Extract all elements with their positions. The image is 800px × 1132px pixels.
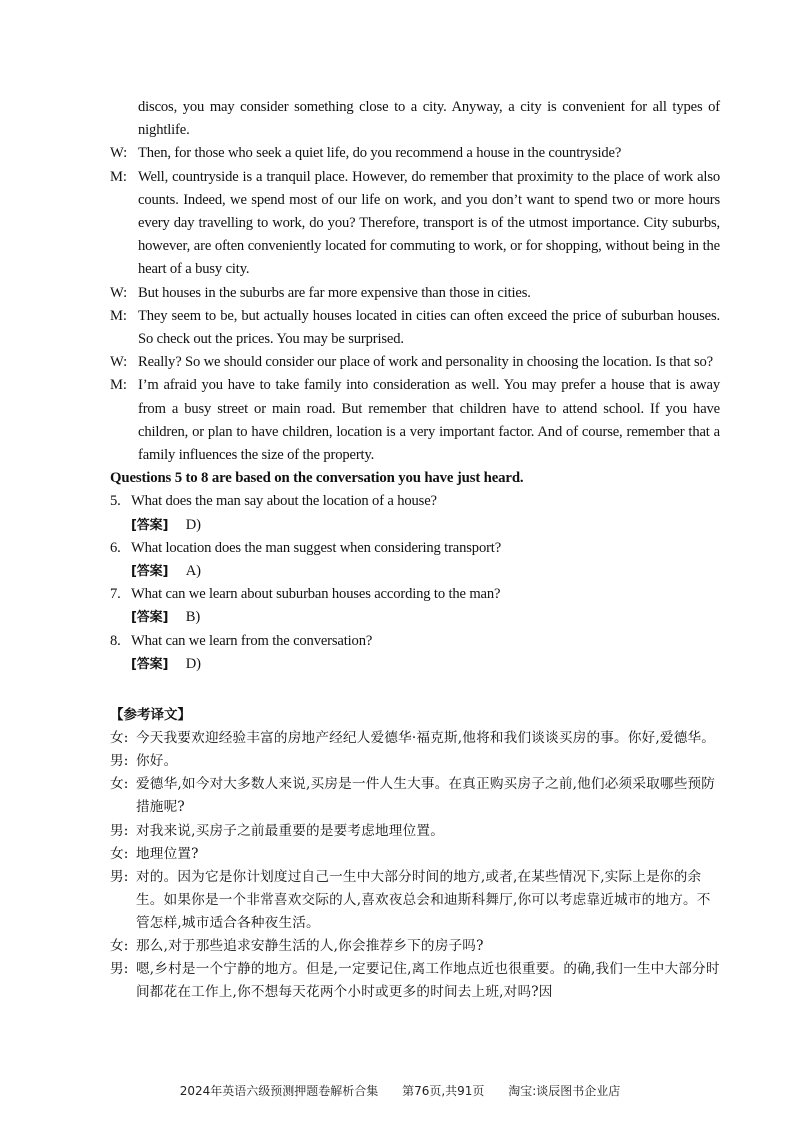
footer-title: 2024年英语六级预测押题卷解析合集	[179, 1084, 379, 1098]
translation-line	[0, 843, 800, 866]
answer-value: D)	[185, 516, 201, 533]
dialogue-line	[0, 374, 800, 467]
translation-line	[0, 750, 800, 773]
translation-section	[0, 704, 800, 1004]
translation-text: 嗯,乡村是一个宁静的地方。但是,一定要记住,离工作地点近也很重要。的确,我们一生中大部分时间都花在工作上,你不想每天花两个小时或更多的时间去上班,对吗?因	[136, 961, 720, 1001]
translation-line	[0, 958, 800, 1004]
dialogue-section	[0, 96, 800, 676]
dialogue-text: I’m afraid you have to take family into consideration as well. You may prefer a house that is away from a busy street or main road. But remember that children have to attend school. If you have children, or plan to have children, location is a very important factor. And of course, remember that a family influences the size of the property.	[138, 377, 720, 464]
translation-line	[0, 820, 800, 843]
dialogue-line	[0, 282, 800, 305]
question-text: What location does the man suggest when considering transport?	[131, 539, 502, 556]
answer-label: [答案]	[131, 656, 169, 672]
speaker-label: 女:	[110, 938, 129, 955]
answer-value: A)	[185, 563, 201, 580]
question	[0, 537, 800, 560]
footer-shop: 淘宝:谈辰图书企业店	[508, 1084, 621, 1098]
speaker-label: W:	[110, 354, 127, 371]
question-number: 6.	[110, 539, 121, 556]
answer	[0, 653, 800, 676]
translation-line	[0, 727, 800, 750]
translation-text: 那么,对于那些追求安静生活的人,你会推荐乡下的房子吗?	[136, 938, 484, 955]
speaker-label: 男:	[110, 753, 129, 770]
translation-text: 对我来说,买房子之前最重要的是要考虑地理位置。	[136, 822, 444, 839]
translation-text: 爱德华,如今对大多数人来说,买房是一件人生大事。在真正购买房子之前,他们必须采取哪些预防措施呢?	[136, 776, 716, 816]
dialogue-text: Well, countryside is a tranquil place. However, do remember that proximity to the place of work also counts. Indeed, we spend most of our life on work, and you don’t want to spend two or more hours every day travelling to work, do you? Therefore, transport is of the utmost importance. City suburbs, however, are often conveniently located for commuting to work, or for shopping, without being in the heart of a busy city.	[138, 168, 720, 278]
speaker-label: 女:	[110, 845, 129, 862]
speaker-label: 女:	[110, 776, 129, 793]
dialogue-text: But houses in the suburbs are far more expensive than those in cities.	[138, 284, 531, 301]
translation-text: 地理位置?	[136, 845, 199, 862]
translation-heading: 【参考译文】	[110, 707, 191, 723]
dialogue-text: They seem to be, but actually houses located in cities can often exceed the price of suburban houses. So check out the prices. You may be surprised.	[138, 307, 720, 348]
answer-value: B)	[185, 609, 201, 626]
answer	[0, 560, 800, 583]
translation-line	[0, 773, 800, 819]
answer-label: [答案]	[131, 517, 169, 533]
question	[0, 490, 800, 513]
translation-text: 你好。	[136, 753, 178, 770]
speaker-label: M:	[110, 307, 127, 324]
speaker-label: W:	[110, 145, 127, 162]
question-number: 5.	[110, 493, 121, 510]
page-footer	[0, 1082, 800, 1099]
question-text: What can we learn from the conversation?	[131, 632, 373, 649]
answer	[0, 514, 800, 537]
dialogue-line	[0, 142, 800, 165]
question	[0, 583, 800, 606]
answer-label: [答案]	[131, 564, 169, 580]
translation-line	[0, 866, 800, 935]
question-number: 7.	[110, 586, 121, 603]
dialogue-line	[0, 305, 800, 351]
speaker-label: 男:	[110, 961, 129, 978]
translation-text: 今天我要欢迎经验丰富的房地产经纪人爱德华·福克斯,他将和我们谈谈买房的事。你好,爱德华。	[136, 730, 716, 747]
questions-heading: Questions 5 to 8 are based on the conversation you have just heard.	[110, 470, 524, 487]
answer-value: D)	[185, 655, 201, 672]
dialogue-text: Really? So we should consider our place of work and personality in choosing the location. Is that so?	[138, 354, 713, 371]
speaker-label: 男:	[110, 868, 129, 885]
speaker-label: 男:	[110, 822, 129, 839]
speaker-label: M:	[110, 168, 127, 185]
dialogue-line: discos, you may consider something close to a city. Anyway, a city is convenient for all types of nightlife.	[138, 99, 720, 139]
speaker-label: 女:	[110, 730, 129, 747]
question-text: What can we learn about suburban houses according to the man?	[131, 586, 501, 603]
question-number: 8.	[110, 632, 121, 649]
dialogue-line	[0, 351, 800, 374]
question-text: What does the man say about the location of a house?	[131, 493, 437, 510]
translation-text: 对的。因为它是你计划度过自己一生中大部分时间的地方,或者,在某些情况下,实际上是你的余生。如果你是一个非常喜欢交际的人,喜欢夜总会和迪斯科舞厅,你可以考虑靠近城市的地方。不管怎样,城市适合各种夜生活。	[136, 868, 711, 931]
answer	[0, 606, 800, 629]
speaker-label: W:	[110, 284, 127, 301]
footer-page-number: 第76页,共91页	[402, 1084, 485, 1098]
translation-line	[0, 935, 800, 958]
dialogue-line	[0, 166, 800, 282]
speaker-label: M:	[110, 377, 127, 394]
answer-label: [答案]	[131, 610, 169, 626]
dialogue-text: Then, for those who seek a quiet life, do you recommend a house in the countryside?	[138, 145, 622, 162]
question	[0, 630, 800, 653]
